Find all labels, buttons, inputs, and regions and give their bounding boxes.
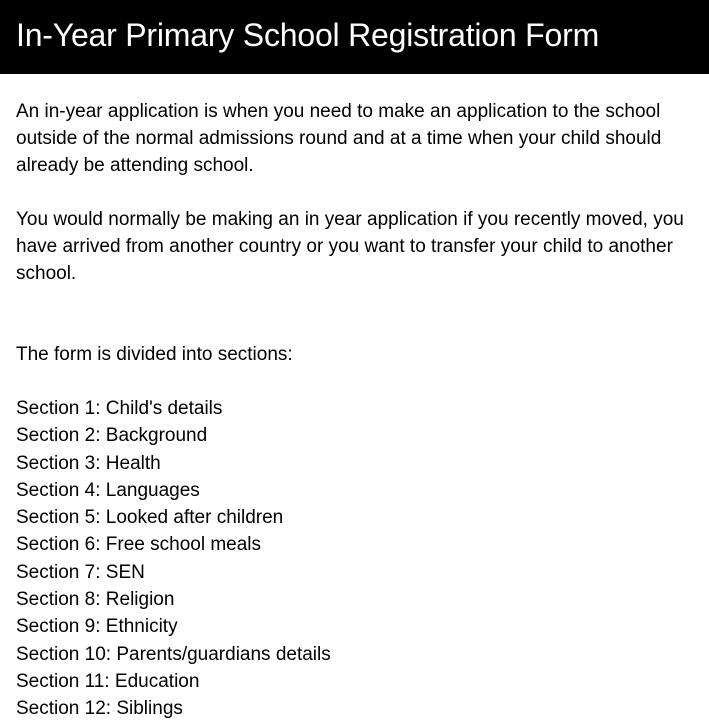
form-intro-content — [0, 98, 709, 723]
intro-paragraph-2: You would normally be making an in year application if you recently moved, you have arrived from another country or you want to transfer your child to another school. — [16, 209, 684, 284]
section-item: Section 9: Ethnicity — [16, 616, 178, 638]
page-title: In-Year Primary School Registration Form — [16, 17, 600, 53]
section-item: Section 6: Free school meals — [16, 534, 262, 556]
section-item: Section 10: Parents/guardians details — [16, 643, 331, 665]
section-item: Section 4: Languages — [16, 479, 200, 501]
section-item: Section 5: Looked after children — [16, 507, 284, 529]
section-item: Section 11: Education — [16, 670, 200, 692]
section-item: Section 12: Siblings — [16, 698, 183, 720]
section-list — [16, 395, 693, 723]
sections-heading: The form is divided into sections: — [16, 344, 293, 365]
section-item: Section 1: Child's details — [16, 398, 223, 419]
section-item: Section 7: SEN — [16, 561, 145, 583]
intro-paragraph-1: An in-year application is when you need to make an application to the school outside of the normal admissions round and at a time when your child should already be attending school. — [16, 101, 662, 176]
section-item: Section 3: Health — [16, 452, 161, 474]
title-bar — [0, 0, 709, 74]
section-item: Section 2: Background — [16, 425, 208, 447]
section-item: Section 8: Religion — [16, 589, 175, 611]
